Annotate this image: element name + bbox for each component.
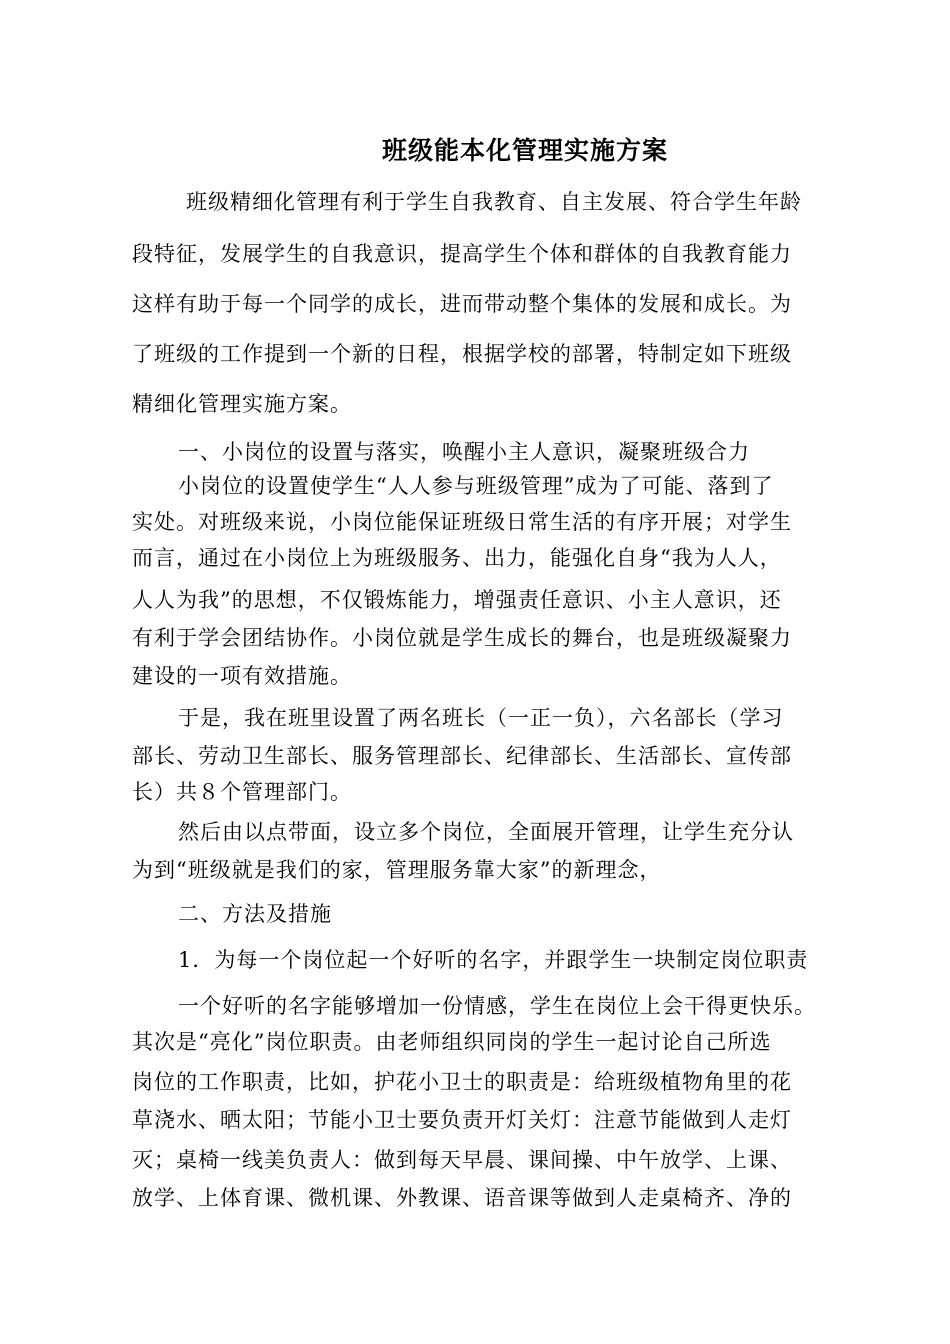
section-heading: 一、小岗位的设置与落实，唤醒小主人意识，凝聚班级合力 (178, 440, 750, 464)
paragraph-line: 这样有助于每一个同学的成长，进而带动整个集体的发展和成长。为 (132, 292, 792, 316)
paragraph-line: 有利于学会团结协作。小岗位就是学生成长的舞台，也是班级凝聚力 (132, 626, 792, 650)
paragraph-line: 草浇水、晒太阳；节能小卫士要负责开灯关灯：注意节能做到人走灯 (132, 1108, 792, 1132)
paragraph-line: 于是，我在班里设置了两名班长（一正一负），六名部长（学习 (178, 706, 784, 730)
paragraph-line: 而言，通过在小岗位上为班级服务、出力，能强化自身“我为人人， (132, 546, 782, 570)
paragraph-line: 小岗位的设置使学生“人人参与班级管理”成为了可能、落到了 (178, 474, 774, 498)
paragraph-line: 建设的一项有效措施。 (132, 664, 352, 688)
paragraph-line: 部长、劳动卫生部长、服务管理部长、纪律部长、生活部长、宣传部 (132, 744, 792, 768)
paragraph-line: 精细化管理实施方案。 (132, 392, 352, 416)
section-heading: 二、方法及措施 (178, 902, 332, 926)
paragraph-line: 实处。对班级来说，小岗位能保证班级日常生活的有序开展；对学生 (132, 510, 792, 534)
paragraph-line: 然后由以点带面，设立多个岗位，全面展开管理，让学生充分认 (178, 820, 794, 844)
subsection-heading: 1．为每一个岗位起一个好听的名字，并跟学生一块制定岗位职责 (178, 948, 809, 972)
paragraph-line: 一个好听的名字能够增加一份情感，学生在岗位上会干得更快乐。 (178, 994, 816, 1018)
paragraph-line: 灭；桌椅一线美负责人：做到每天早晨、课间操、中午放学、上课、 (132, 1148, 792, 1172)
paragraph-line: 段特征，发展学生的自我意识，提高学生个体和群体的自我教育能力 (132, 242, 792, 266)
document-title: 班级能本化管理实施方案 (381, 136, 668, 165)
paragraph-line: 为到“班级就是我们的家，管理服务靠大家”的新理念， (132, 858, 662, 882)
paragraph-line: 人人为我”的思想，不仅锻炼能力，增强责任意识、小主人意识，还 (132, 588, 782, 612)
paragraph-line: 长）共８个管理部门。 (132, 780, 352, 804)
paragraph-line: 其次是“亮化”岗位职责。由老师组织同岗的学生一起讨论自己所选 (132, 1030, 772, 1054)
paragraph-line: 放学、上体育课、微机课、外教课、语音课等做到人走桌椅齐、净的 (132, 1186, 792, 1210)
paragraph-line: 岗位的工作职责，比如，护花小卫士的职责是：给班级植物角里的花 (132, 1070, 792, 1094)
paragraph-line: 班级精细化管理有利于学生自我教育、自主发展、符合学生年龄 (186, 190, 802, 214)
paragraph-line: 了班级的工作提到一个新的日程，根据学校的部署，特制定如下班级 (132, 342, 792, 366)
